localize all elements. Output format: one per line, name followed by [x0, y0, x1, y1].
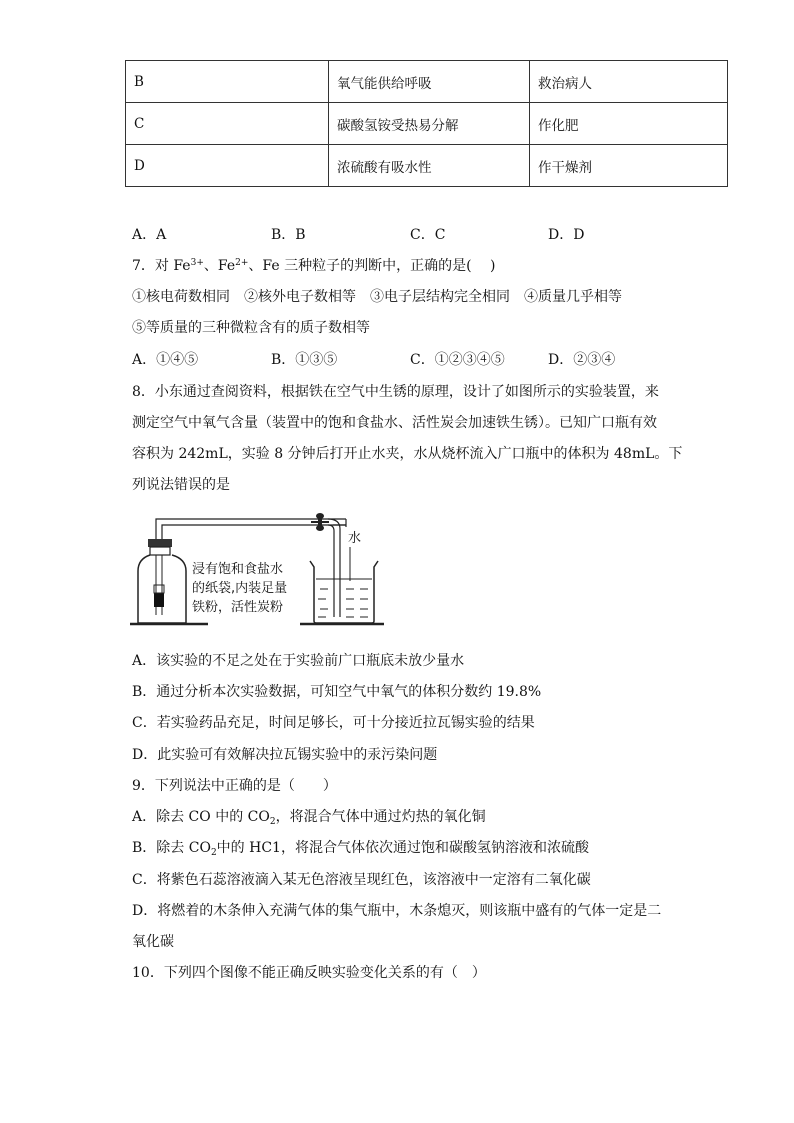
q9-option-c[interactable]: C．将紫色石蕊溶液滴入某无色溶液呈现红色，该溶液中一定溶有二氧化碳 [132, 872, 591, 888]
option-a[interactable]: A．①④⑤ [132, 352, 199, 368]
q9-option-a[interactable] [132, 807, 486, 827]
apparatus-figure [128, 505, 388, 634]
option-b[interactable]: B．B [271, 227, 306, 243]
q7-statements-1: ①核电荷数相同 ②核外电子数相等 ③电子层结构完全相同 ④质量几乎相等 [132, 289, 622, 305]
q8-option-d[interactable]: D．此实验可有效解决拉瓦锡实验中的汞污染问题 [132, 747, 438, 763]
table-cell: C [126, 103, 329, 145]
water-label: 水 [348, 531, 362, 546]
q8-stem-line3: 容积为 242mL，实验 8 分钟后打开止水夹，水从烧杯流入广口瓶中的体积为 48mL。下 [132, 446, 683, 462]
bottle-icon [138, 539, 186, 623]
table-row [126, 61, 728, 103]
option-a[interactable]: A．A [132, 227, 167, 243]
table-cell: 浓硫酸有吸水性 [329, 145, 530, 187]
clamp-icon [311, 513, 329, 531]
q9-option-a-prefix: A．除去 CO 中的 CO [132, 809, 270, 825]
q7-statements-2: ⑤等质量的三种微粒含有的质子数相等 [132, 320, 370, 336]
subscript: 2 [210, 848, 217, 858]
q9-option-d-line2: 氧化碳 [132, 934, 174, 950]
option-c[interactable]: C．①②③④⑤ [410, 352, 505, 368]
table-cell: 作干燥剂 [530, 145, 728, 187]
table-cell: 作化肥 [530, 103, 728, 145]
q8-option-b[interactable]: B．通过分析本次实验数据，可知空气中氧气的体积分数约 19.8% [132, 684, 542, 700]
q10-stem: 10．下列四个图像不能正确反映实验变化关系的有（ ） [132, 965, 486, 981]
charge-superscript: 3+ [190, 258, 204, 268]
table-cell: 碳酸氢铵受热易分解 [329, 103, 530, 145]
answer-table [125, 60, 728, 187]
q8-option-c[interactable]: C．若实验药品充足，时间足够长，可十分接近拉瓦锡实验的结果 [132, 715, 535, 731]
figure-label-line2: 的纸袋,内装足量 [192, 581, 288, 596]
q8-option-a[interactable]: A．该实验的不足之处在于实验前广口瓶底未放少量水 [132, 653, 465, 669]
q9-option-d-line1[interactable]: D．将燃着的木条伸入充满气体的集气瓶中，木条熄灭，则该瓶中盛有的气体一定是二 [132, 903, 662, 919]
q9-option-a-suffix: ，将混合气体中通过灼热的氧化铜 [275, 809, 486, 825]
q7-stem [132, 256, 495, 276]
q7-options [132, 350, 615, 370]
table-cell: 氧气能供给呼吸 [329, 61, 530, 103]
table-row [126, 103, 728, 145]
table-cell: D [126, 145, 329, 187]
q7-stem-mid: 、Fe [203, 258, 236, 274]
option-d[interactable]: D．②③④ [548, 352, 616, 368]
subscript: 2 [269, 817, 276, 827]
charge-superscript: 2+ [235, 258, 249, 268]
q7-stem-suffix: 、Fe 三种粒子的判断中，正确的是( ) [248, 258, 496, 274]
table-cell: 救治病人 [530, 61, 728, 103]
q8-stem-line4: 列说法错误的是 [132, 477, 230, 493]
figure-label-line1: 浸有饱和食盐水 [192, 562, 284, 577]
q6-options [132, 225, 584, 245]
option-c[interactable]: C．C [410, 227, 446, 243]
q9-option-b[interactable] [132, 838, 589, 858]
q9-option-b-prefix: B．除去 CO [132, 840, 211, 856]
q8-stem-line1: 8．小东通过查阅资料，根据铁在空气中生锈的原理，设计了如图所示的实验装置，来 [132, 384, 659, 400]
q9-option-b-suffix: 中的 HC1，将混合气体依次通过饱和碳酸氢钠溶液和浓硫酸 [216, 840, 589, 856]
figure-label-line3: 铁粉，活性炭粉 [192, 600, 284, 615]
table-row [126, 145, 728, 187]
option-b[interactable]: B．①③⑤ [271, 352, 338, 368]
option-d[interactable]: D．D [548, 227, 585, 243]
q8-stem-line2: 测定空气中氧气含量（装置中的饱和食盐水、活性炭会加速铁生锈）。已知广口瓶有效 [132, 415, 657, 431]
q7-stem-prefix: 7．对 Fe [132, 258, 191, 274]
beaker-icon [310, 547, 378, 623]
table-cell: B [126, 61, 329, 103]
q9-stem: 9．下列说法中正确的是（ ） [132, 778, 337, 794]
